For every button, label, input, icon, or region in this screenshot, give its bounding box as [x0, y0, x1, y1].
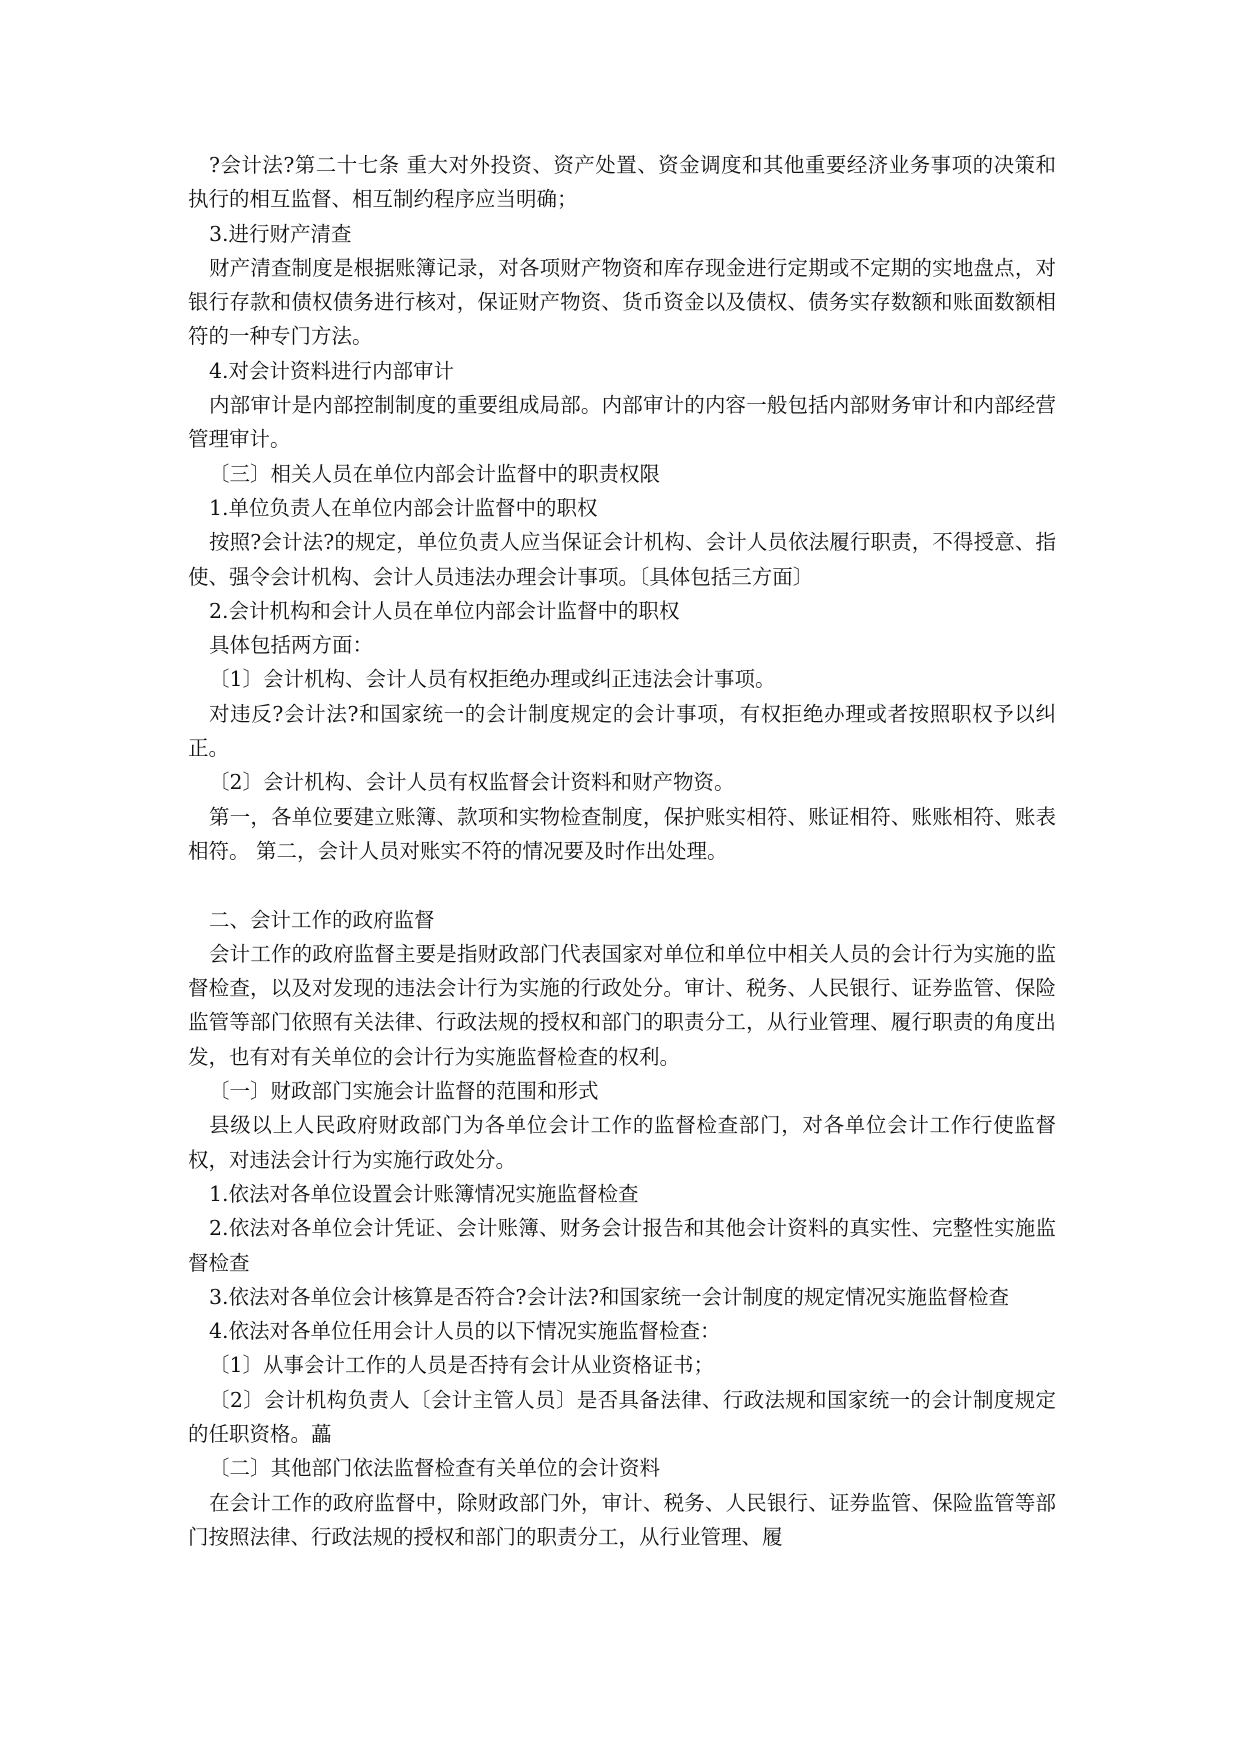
paragraph-supervise-materials: 第一，各单位要建立账簿、款项和实物检查制度，保护账实相符、账证相符、账账相符、账表相符。 第二，会计人员对账实不符的情况要及时作出处理。	[188, 804, 1056, 863]
item-refuse-illegal: 〔1〕会计机构、会计人员有权拒绝办理或纠正违法会计事项。	[209, 667, 776, 692]
paragraph-article-27: ?会计法?第二十七条 重大对外投资、资产处置、资金调度和其他重要经济业务事项的决策和执行的相互监督、相互制约程序应当明确；	[188, 153, 1056, 212]
paragraph-unit-head-powers: 按照?会计法?的规定，单位负责人应当保证会计机构、会计人员依法履行职责，不得授意、指使、强令会计机构、会计人员违法办理会计事项。〔具体包括三方面〕	[188, 530, 1056, 589]
section-spacer	[188, 868, 1056, 902]
heading-finance-scope: 〔一〕财政部门实施会计监督的范围和形式	[209, 1079, 599, 1104]
section-government-supervision	[188, 903, 1056, 1555]
item-compliance-check: 3.依法对各单位会计核算是否符合?会计法?和国家统一会计制度的规定情况实施监督检查	[209, 1284, 1010, 1309]
subitem-qualification: 〔2〕会计机构负责人〔会计主管人员〕是否具备法律、行政法规和国家统一的会计制度规定的任职资格。藟	[188, 1387, 1056, 1446]
item-authenticity-check: 2.依法对各单位会计凭证、会计账簿、财务会计报告和其他会计资料的真实性、完整性实施监督检查	[188, 1216, 1056, 1275]
paragraph-property-inventory: 财产清查制度是根据账簿记录，对各项财产物资和库存现金进行定期或不定期的实地盘点，对银行存款和债权债务进行核对，保证财产物资、货币资金以及债权、债务实存数额和账面数额相符的一种专门方法。	[188, 255, 1056, 349]
subitem-certificate: 〔1〕从事会计工作的人员是否持有会计从业资格证书；	[209, 1353, 715, 1378]
heading-unit-head-powers: 1.单位负责人在单位内部会计监督中的职权	[209, 495, 598, 520]
paragraph-two-aspects: 具体包括两方面：	[209, 633, 373, 658]
heading-accounting-staff-powers: 2.会计机构和会计人员在单位内部会计监督中的职权	[209, 598, 680, 623]
item-personnel-check: 4.依法对各单位任用会计人员的以下情况实施监督检查：	[209, 1319, 721, 1344]
paragraph-other-departments: 在会计工作的政府监督中，除财政部门外，审计、税务、人民银行、证券监管、保险监管等部门按照法律、行政法规的授权和部门的职责分工，从行业管理、履	[188, 1490, 1056, 1549]
heading-responsibilities: 〔三〕相关人员在单位内部会计监督中的职责权限	[209, 461, 660, 486]
item-ledger-check: 1.依法对各单位设置会计账簿情况实施监督检查	[209, 1181, 639, 1206]
heading-other-departments: 〔二〕其他部门依法监督检查有关单位的会计资料	[209, 1456, 660, 1481]
heading-internal-audit: 4.对会计资料进行内部审计	[209, 358, 455, 383]
paragraph-refuse-illegal: 对违反?会计法?和国家统一的会计制度规定的会计事项，有权拒绝办理或者按照职权予以纠正。	[188, 701, 1056, 761]
section-internal-supervision	[188, 148, 1056, 868]
heading-government-supervision: 二、会计工作的政府监督	[209, 907, 435, 932]
paragraph-finance-scope: 县级以上人民政府财政部门为各单位会计工作的监督检查部门，对各单位会计工作行使监督权，对违法会计行为实施行政处分。	[188, 1113, 1056, 1172]
document-page	[188, 148, 1056, 1554]
item-supervise-materials: 〔2〕会计机构、会计人员有权监督会计资料和财产物资。	[209, 770, 735, 795]
heading-property-inventory: 3.进行财产清查	[209, 221, 352, 246]
paragraph-internal-audit: 内部审计是内部控制制度的重要组成局部。内部审计的内容一般包括内部财务审计和内部经营管理审计。	[188, 393, 1056, 452]
paragraph-government-supervision: 会计工作的政府监督主要是指财政部门代表国家对单位和单位中相关人员的会计行为实施的监督检查，以及对发现的违法会计行为实施的行政处分。审计、税务、人民银行、证券监管、保险监管等部门依照有关法律、行政法规的授权和部门的职责分工，从行业管理、履行职责的角度出发，也有对有关单位的会计行为实施监督检查的权利。	[188, 941, 1056, 1069]
